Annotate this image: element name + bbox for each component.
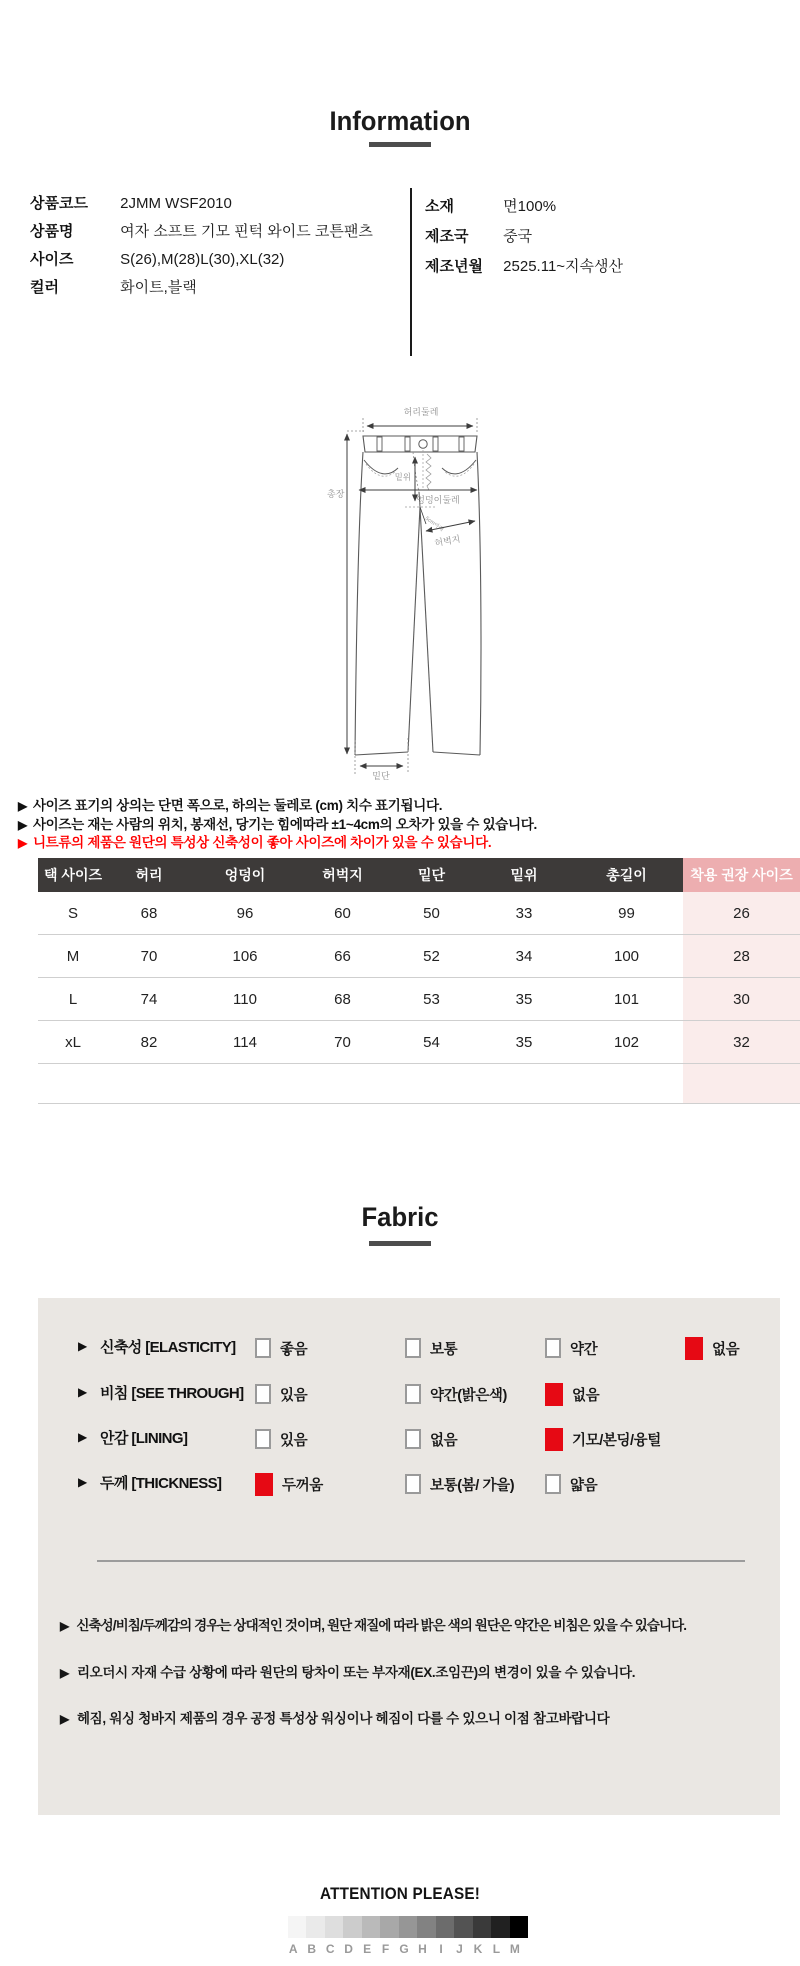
shade-cell (436, 1916, 454, 1938)
cell: 70 (300, 1021, 385, 1064)
info-row-manufacture-date (425, 252, 623, 282)
info-value: 면100% (503, 198, 557, 215)
size-chart-table (38, 858, 800, 1104)
size-note-line-warning (18, 834, 537, 853)
shade-cell (306, 1916, 324, 1938)
col-header-hip: 엉덩이 (190, 858, 300, 892)
product-info-left (30, 190, 373, 302)
fabric-option-label: 보통(봄/ 가을) (430, 1477, 515, 1494)
checkbox-unchecked-icon (405, 1384, 421, 1404)
checkbox-checked-icon (545, 1428, 563, 1451)
checkbox-unchecked-icon (405, 1338, 421, 1358)
information-title-underline (369, 142, 431, 147)
info-value: 2525.11~지속생산 (503, 258, 623, 275)
col-header-rise: 밑위 (478, 858, 570, 892)
fabric-row-label: 신축성 [ELASTICITY] (100, 1339, 236, 1356)
cell (385, 1064, 478, 1104)
shade-cell (417, 1916, 435, 1938)
shade-cell (473, 1916, 491, 1938)
shade-letter: B (307, 1942, 317, 1956)
checkbox-unchecked-icon (255, 1338, 271, 1358)
triangle-bullet-icon: ▶ (18, 817, 27, 832)
fabric-option-label: 약간 (570, 1341, 598, 1358)
shade-cell (399, 1916, 417, 1938)
info-value: 2JMM WSF2010 (120, 195, 232, 212)
col-header-recommended-size: 착용 권장 사이즈 (683, 858, 800, 892)
size-table-header-row (38, 858, 800, 892)
fabric-option-label: 있음 (280, 1387, 308, 1404)
grayscale-letters (284, 1942, 524, 1956)
triangle-bullet-icon: ▶ (78, 1339, 88, 1353)
fabric-note-text: 헤짐, 워싱 청바지 제품의 경우 공정 특성상 워싱이나 헤짐이 다를 수 있으니 이점 참고바랍니다 (76, 1711, 610, 1726)
fabric-note-line (60, 1707, 609, 1727)
fabric-title-underline (369, 1241, 431, 1246)
size-note-text: 사이즈는 재는 사람의 위치, 봉재선, 당기는 힘에따라 ±1~4cm의 오차가 있을 수 있습니다. (32, 816, 537, 832)
shade-letter: A (288, 1942, 298, 1956)
info-value: 중국 (503, 228, 533, 245)
cell-recommended (683, 1064, 800, 1104)
fabric-row-elasticity (38, 1336, 780, 1360)
fabric-row-thickness (38, 1472, 780, 1496)
fabric-row-label: 비침 [SEE THROUGH] (100, 1385, 244, 1402)
shade-letter: J (456, 1942, 463, 1956)
fabric-note-text: 신축성/비침/두께감의 경우는 상대적인 것이며, 원단 재질에 따라 밝은 색의 원단은 약간은 비침은 있을 수 있습니다. (76, 1618, 687, 1633)
cell-recommended: 28 (683, 935, 800, 978)
triangle-bullet-icon: ▶ (60, 1619, 69, 1633)
cell: 35 (478, 1021, 570, 1064)
waist-label: 허리둘레 (403, 407, 439, 417)
cell: 82 (108, 1021, 190, 1064)
cell: 33 (478, 892, 570, 935)
checkbox-unchecked-icon (405, 1429, 421, 1449)
triangle-bullet-icon: ▶ (60, 1666, 69, 1680)
checkbox-unchecked-icon (545, 1338, 561, 1358)
info-value: 여자 소프트 기모 핀턱 와이드 코튼팬츠 (120, 223, 373, 240)
checkbox-checked-icon (685, 1337, 703, 1360)
info-row-color (30, 274, 373, 302)
triangle-bullet-icon: ▶ (78, 1475, 88, 1489)
cell-recommended: 30 (683, 978, 800, 1021)
triangle-bullet-icon: ▶ (60, 1712, 69, 1726)
fabric-option-selected (545, 1427, 661, 1451)
total-length-label: 총장 (327, 489, 345, 499)
fabric-option (405, 1336, 457, 1360)
cell: 96 (190, 892, 300, 935)
fabric-row-label: 안감 [LINING] (100, 1430, 188, 1447)
info-row-product-name (30, 218, 373, 246)
fabric-option-label: 없음 (430, 1432, 458, 1449)
checkbox-unchecked-icon (405, 1474, 421, 1494)
table-row-empty (38, 1064, 800, 1104)
hem-label: 밑단 (372, 771, 390, 780)
attention-title: ATTENTION PLEASE! (319, 1884, 481, 1903)
col-header-thigh: 허벅지 (300, 858, 385, 892)
fabric-option-label: 보통 (430, 1341, 458, 1358)
shade-letter: E (363, 1942, 372, 1956)
fabric-note-text: 리오더시 자재 수급 상황에 따라 원단의 탕차이 또는 부자재(EX.조임끈)의 변경이 있을 수 있습니다. (76, 1665, 636, 1680)
info-value: 화이트,블랙 (120, 279, 197, 296)
shade-cell (362, 1916, 380, 1938)
table-row-S (38, 892, 800, 935)
fabric-note-line (60, 1614, 686, 1634)
fabric-option-label: 얇음 (570, 1477, 598, 1494)
info-label: 소재 (425, 198, 454, 215)
info-label: 사이즈 (30, 251, 74, 268)
cell: M (38, 935, 108, 978)
fabric-option-selected (685, 1336, 739, 1360)
info-label: 제조년월 (425, 258, 483, 275)
shade-letter: H (418, 1942, 427, 1956)
hip-label: 엉덩이둘레 (416, 495, 460, 505)
fabric-row-label: 두께 [THICKNESS] (100, 1475, 222, 1492)
shade-cell (325, 1916, 343, 1938)
fabric-option (545, 1336, 597, 1360)
size-note-line (18, 816, 537, 835)
info-vertical-divider (410, 188, 412, 356)
fabric-option-selected (255, 1472, 323, 1496)
cell: 54 (385, 1021, 478, 1064)
checkbox-unchecked-icon (545, 1474, 561, 1494)
info-label: 컬러 (30, 279, 59, 296)
info-label: 상품명 (30, 223, 74, 240)
checkbox-unchecked-icon (255, 1429, 271, 1449)
triangle-bullet-icon: ▶ (78, 1430, 88, 1444)
shade-letter: M (509, 1942, 520, 1956)
cell: 74 (108, 978, 190, 1021)
fabric-properties-box (38, 1298, 780, 1815)
triangle-bullet-icon: ▶ (78, 1385, 88, 1399)
info-label: 상품코드 (30, 195, 88, 212)
shade-letter: I (439, 1942, 443, 1956)
cell: 34 (478, 935, 570, 978)
table-row-M (38, 935, 800, 978)
table-row-L (38, 978, 800, 1021)
fabric-option-label: 없음 (572, 1387, 600, 1404)
cell: 68 (300, 978, 385, 1021)
shade-letter: C (325, 1942, 335, 1956)
fabric-option (405, 1472, 514, 1496)
col-header-tag-size: 택 사이즈 (38, 858, 108, 892)
cell: 100 (570, 935, 683, 978)
info-row-material (425, 192, 623, 222)
shade-letter: L (492, 1942, 501, 1956)
shade-cell (343, 1916, 361, 1938)
size-note-line (18, 797, 537, 816)
fabric-option-label: 기모/본딩/융털 (572, 1432, 661, 1449)
product-info-right (425, 192, 623, 282)
cell: 68 (108, 892, 190, 935)
fabric-option-label: 없음 (712, 1341, 740, 1358)
col-header-hem: 밑단 (385, 858, 478, 892)
col-header-total-length: 총길이 (570, 858, 683, 892)
shade-cell (491, 1916, 509, 1938)
fabric-option (255, 1336, 307, 1360)
checkbox-unchecked-icon (255, 1384, 271, 1404)
checkbox-checked-icon (545, 1383, 563, 1406)
cell (108, 1064, 190, 1104)
info-row-size (30, 246, 373, 274)
grayscale-bar (288, 1916, 528, 1938)
fabric-box-divider (97, 1560, 745, 1562)
cell (300, 1064, 385, 1104)
cell: 66 (300, 935, 385, 978)
cell (570, 1064, 683, 1104)
size-note-text: 사이즈 표기의 상의는 단면 폭으로, 하의는 둘레로 (cm) 치수 표기됩니다. (32, 798, 443, 813)
size-notes (18, 797, 537, 853)
cell: 102 (570, 1021, 683, 1064)
cell: xL (38, 1021, 108, 1064)
triangle-bullet-icon: ▶ (18, 836, 27, 850)
table-row-xL (38, 1021, 800, 1064)
cell: 35 (478, 978, 570, 1021)
fabric-option-label: 약간(밝은색) (430, 1387, 507, 1404)
cell: 110 (190, 978, 300, 1021)
fabric-option-label: 좋음 (280, 1341, 308, 1358)
cell: 101 (570, 978, 683, 1021)
shade-cell (380, 1916, 398, 1938)
col-header-waist: 허리 (108, 858, 190, 892)
info-label: 제조국 (425, 228, 469, 245)
shade-letter: F (381, 1942, 390, 1956)
cell: 114 (190, 1021, 300, 1064)
information-title: Information (329, 106, 471, 136)
shade-letter: D (344, 1942, 353, 1956)
fabric-option (405, 1427, 457, 1451)
cell: 106 (190, 935, 300, 978)
fabric-title: Fabric (361, 1202, 439, 1232)
rise-label: 밑위 (394, 472, 411, 482)
info-value: S(26),M(28)L(30),XL(32) (120, 251, 285, 268)
info-row-origin (425, 222, 623, 252)
cell: L (38, 978, 108, 1021)
checkbox-checked-icon (255, 1473, 273, 1496)
cell: 53 (385, 978, 478, 1021)
cell: 50 (385, 892, 478, 935)
cell (190, 1064, 300, 1104)
fabric-option (255, 1382, 307, 1406)
cell: 60 (300, 892, 385, 935)
shade-letter: G (399, 1942, 409, 1956)
cell-recommended: 32 (683, 1021, 800, 1064)
shade-cell (510, 1916, 528, 1938)
shade-cell (454, 1916, 472, 1938)
fabric-option (405, 1382, 507, 1406)
cell: 52 (385, 935, 478, 978)
triangle-bullet-icon: ▶ (18, 799, 27, 813)
fabric-option-selected (545, 1382, 599, 1406)
shade-cell (288, 1916, 306, 1938)
fabric-note-line (60, 1661, 635, 1681)
info-row-product-code (30, 190, 373, 218)
cell: 99 (570, 892, 683, 935)
fabric-option-label: 두꺼움 (282, 1477, 323, 1494)
cell: S (38, 892, 108, 935)
fabric-row-lining (38, 1427, 780, 1451)
shade-letter: K (473, 1942, 483, 1956)
fabric-row-see-through (38, 1382, 780, 1406)
fabric-option (255, 1427, 307, 1451)
below-crotch-label: 5cm아래 (423, 515, 445, 533)
fabric-option (545, 1472, 597, 1496)
cell: 70 (108, 935, 190, 978)
fabric-option-label: 있음 (280, 1432, 308, 1449)
size-note-text: 니트류의 제품은 원단의 특성상 신축성이 좋아 사이즈에 차이가 있을 수 있습니다. (32, 835, 492, 850)
thigh-label: 허벅지 (433, 533, 462, 549)
cell-recommended: 26 (683, 892, 800, 935)
pants-measurement-diagram (320, 400, 505, 780)
cell (38, 1064, 108, 1104)
cell (478, 1064, 570, 1104)
